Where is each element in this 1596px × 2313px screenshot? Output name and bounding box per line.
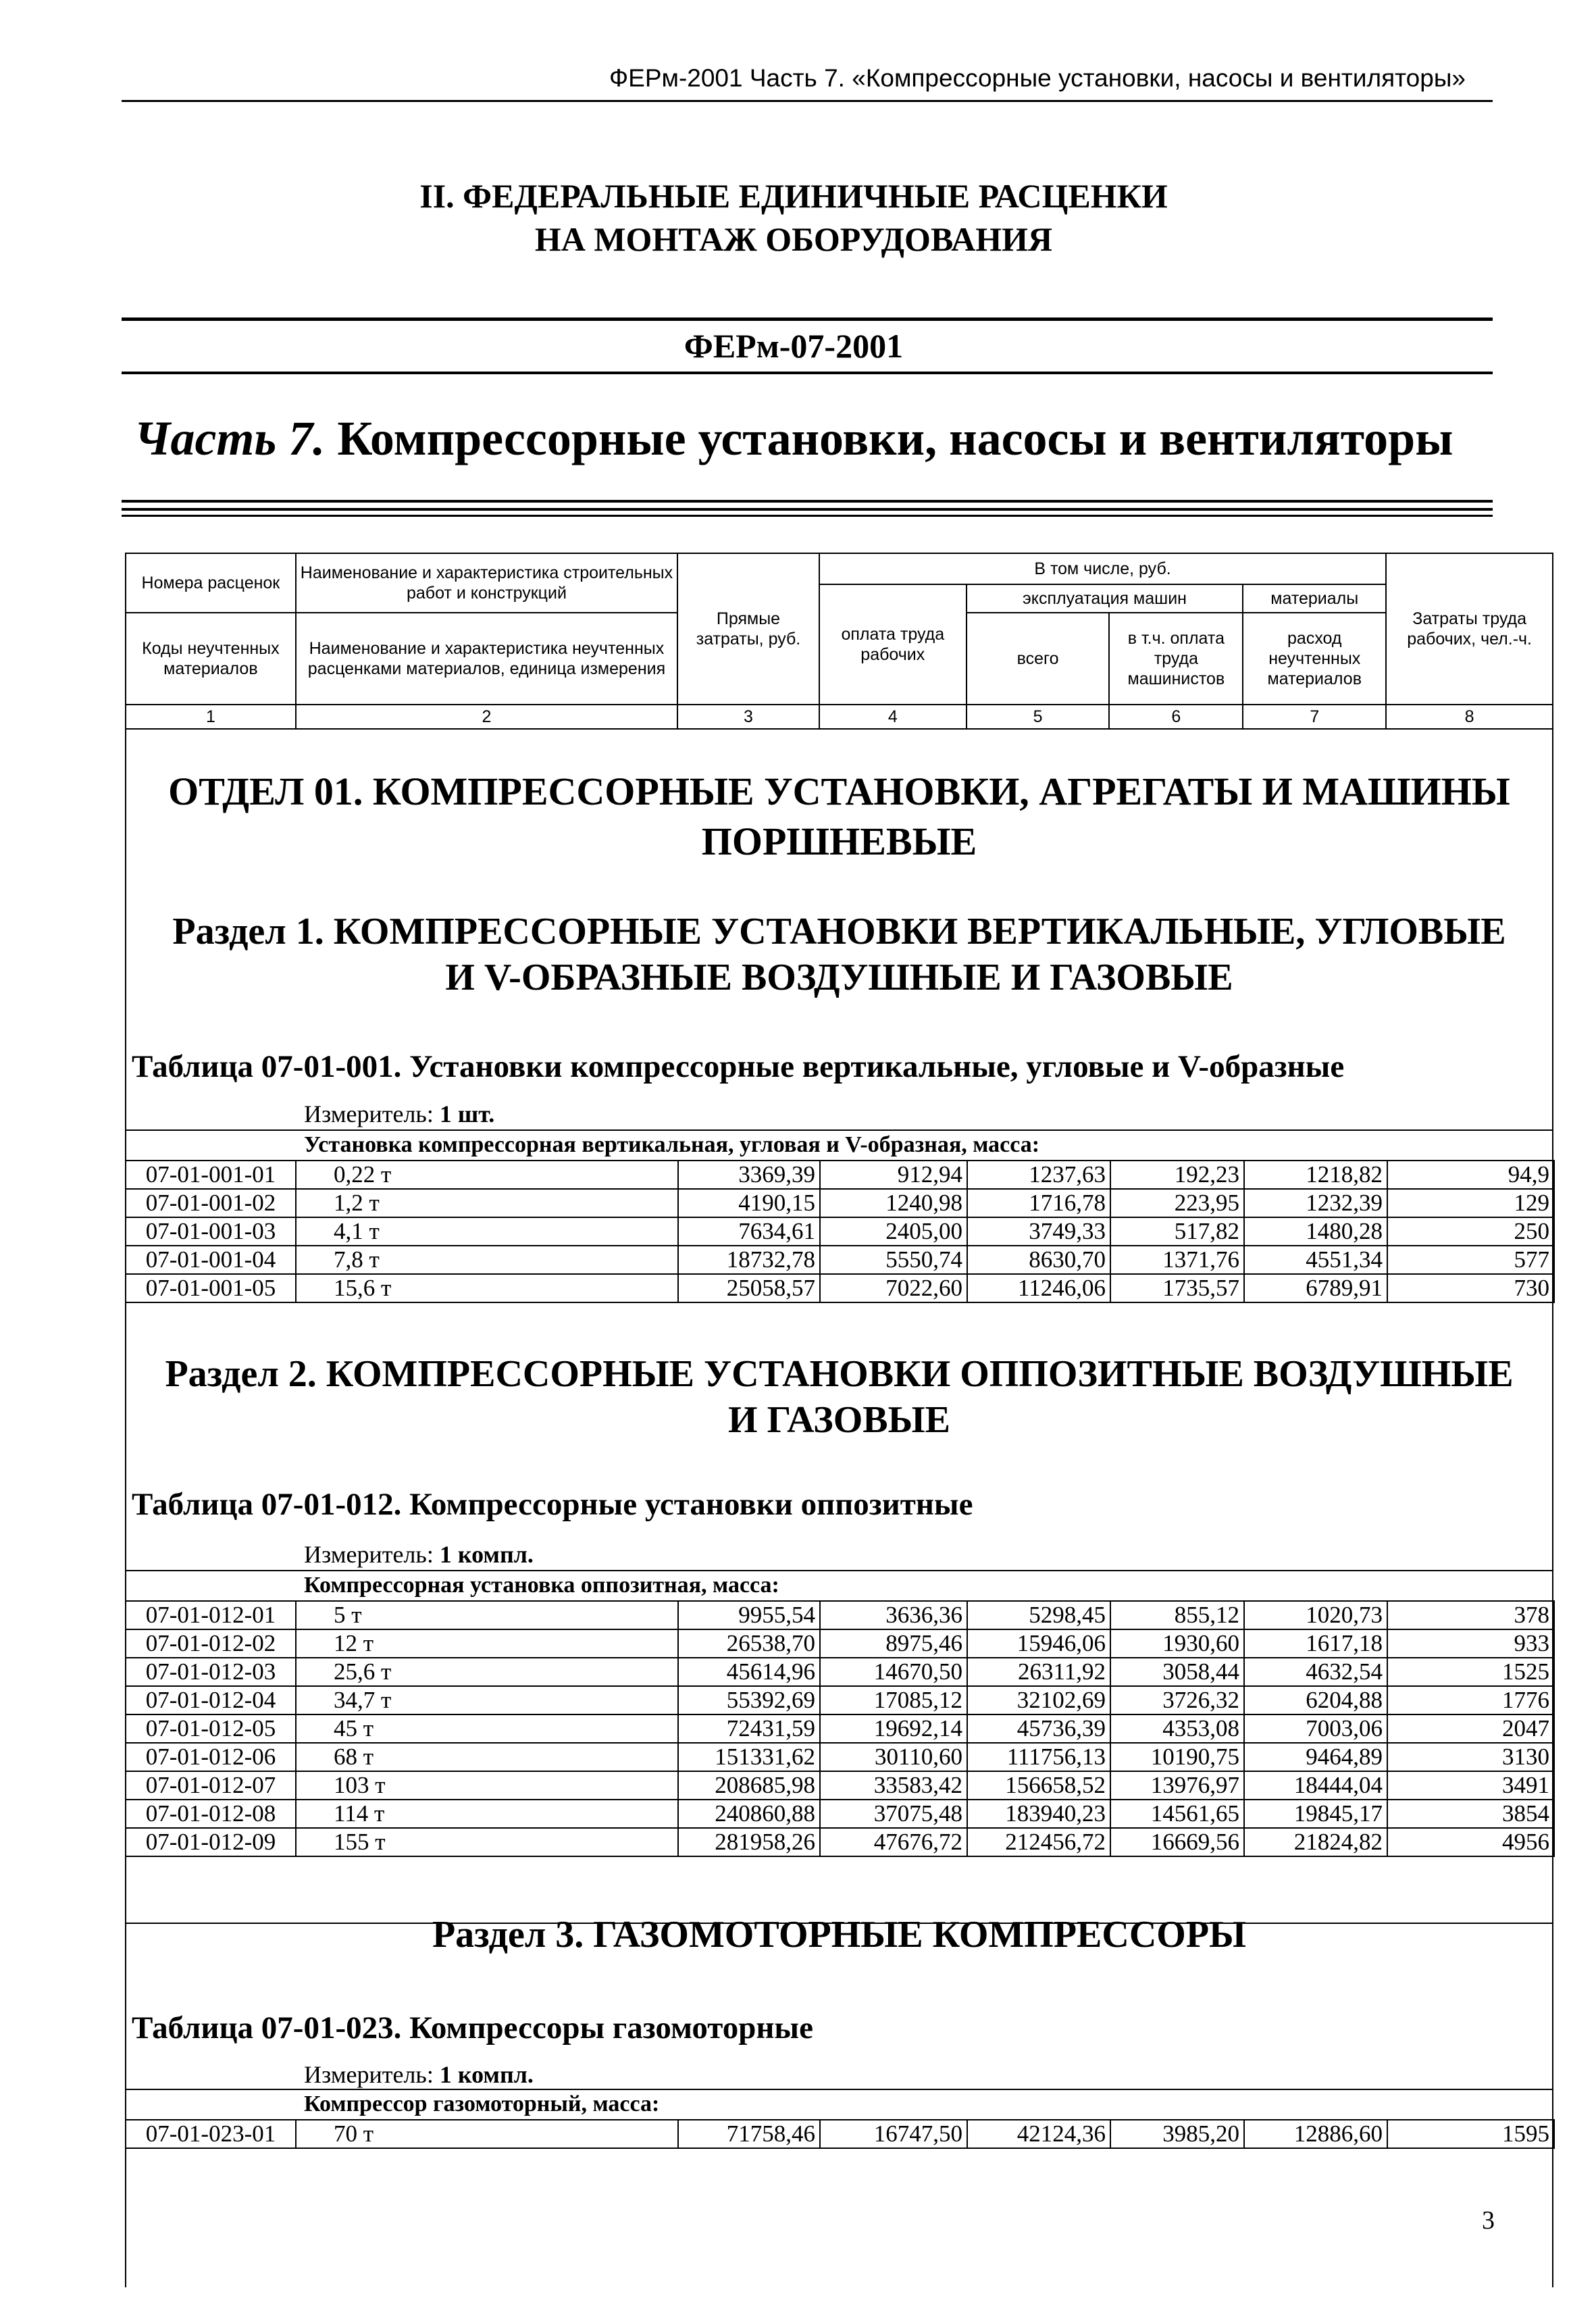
col-direct-cost-header: Прямые затраты, руб.	[677, 553, 819, 705]
mass-cell: 68 т	[296, 1743, 678, 1771]
value-cell: 4190,15	[678, 1189, 820, 1217]
mass-cell: 103 т	[296, 1771, 678, 1800]
value-cell: 14670,50	[820, 1658, 967, 1686]
col-rate-number-header: Номера расценок	[126, 553, 296, 613]
col-number: 2	[296, 705, 677, 729]
part-rule-2	[122, 508, 1493, 511]
rate-code-cell: 07-01-012-02	[126, 1629, 296, 1658]
rate-code-cell: 07-01-012-03	[126, 1658, 296, 1686]
section-heading-line1: II. ФЕДЕРАЛЬНЫЕ ЕДИНИЧНЫЕ РАСЦЕНКИ	[419, 177, 1168, 215]
value-cell: 3636,36	[820, 1601, 967, 1629]
value-cell: 4632,54	[1244, 1658, 1387, 1686]
mass-cell: 45 т	[296, 1714, 678, 1743]
value-cell: 1020,73	[1244, 1601, 1387, 1629]
rate-code-cell: 07-01-012-09	[126, 1828, 296, 1856]
value-cell: 26538,70	[678, 1629, 820, 1658]
value-cell: 7634,61	[678, 1217, 820, 1246]
value-cell: 19845,17	[1244, 1800, 1387, 1828]
section-2-title	[125, 1351, 1553, 1443]
part-title-text: Компрессорные установки, насосы и вентиляторы	[337, 411, 1453, 465]
value-cell: 3985,20	[1110, 2120, 1244, 2148]
value-cell: 15946,06	[967, 1629, 1110, 1658]
department-title-line2: ПОРШНЕВЫЕ	[701, 819, 977, 863]
measure-value: 1 компл.	[439, 1541, 534, 1568]
value-cell: 1525	[1387, 1658, 1554, 1686]
value-cell: 25058,57	[678, 1274, 820, 1302]
value-cell: 1930,60	[1110, 1629, 1244, 1658]
department-title	[125, 767, 1553, 867]
value-cell: 1595	[1387, 2120, 1554, 2148]
table-07-01-001-measure	[304, 1100, 494, 1128]
mass-cell: 25,6 т	[296, 1658, 678, 1686]
table-row	[126, 1217, 1554, 1246]
mass-cell: 114 т	[296, 1800, 678, 1828]
value-cell: 223,95	[1110, 1189, 1244, 1217]
value-cell: 192,23	[1110, 1161, 1244, 1189]
value-cell: 8975,46	[820, 1629, 967, 1658]
rate-code-cell: 07-01-012-01	[126, 1601, 296, 1629]
code-rule-bottom	[122, 372, 1493, 374]
col-machines-header: эксплуатация машин	[967, 584, 1243, 613]
value-cell: 14561,65	[1110, 1800, 1244, 1828]
col-material-codes-header: Коды неучтенных материалов	[126, 613, 296, 705]
department-title-line1: ОТДЕЛ 01. КОМПРЕССОРНЫЕ УСТАНОВКИ, АГРЕГАТЫ И МАШИНЫ	[168, 769, 1510, 813]
value-cell: 1617,18	[1244, 1629, 1387, 1658]
value-cell: 1480,28	[1244, 1217, 1387, 1246]
mass-cell: 0,22 т	[296, 1161, 678, 1189]
column-header-table	[125, 553, 1553, 730]
table-07-01-001	[125, 1160, 1555, 1303]
part-rule-1	[122, 500, 1493, 503]
value-cell: 208685,98	[678, 1771, 820, 1800]
part-rule-3	[122, 515, 1493, 517]
value-cell: 72431,59	[678, 1714, 820, 1743]
value-cell: 156658,52	[967, 1771, 1110, 1800]
value-cell: 16669,56	[1110, 1828, 1244, 1856]
measure-value: 1 шт.	[439, 1100, 495, 1127]
value-cell: 1716,78	[967, 1189, 1110, 1217]
value-cell: 13976,97	[1110, 1771, 1244, 1800]
col-number: 1	[126, 705, 296, 729]
value-cell: 1240,98	[820, 1189, 967, 1217]
rate-code-cell: 07-01-012-08	[126, 1800, 296, 1828]
rate-code-cell: 07-01-001-05	[126, 1274, 296, 1302]
col-worker-pay-header: оплата труда рабочих	[819, 584, 967, 705]
value-cell: 7022,60	[820, 1274, 967, 1302]
table-07-01-012-name: Таблица 07-01-012. Компрессорные установки оппозитные	[132, 1487, 973, 1522]
col-machines-total-header: всего	[967, 613, 1110, 705]
table-row	[126, 1800, 1554, 1828]
section-3-title-line1: Раздел 3. ГАЗОМОТОРНЫЕ КОМПРЕССОРЫ	[432, 1914, 1247, 1956]
value-cell: 94,9	[1387, 1161, 1554, 1189]
table-07-01-023-name: Таблица 07-01-023. Компрессоры газомоторные	[132, 2010, 813, 2045]
col-number: 8	[1386, 705, 1553, 729]
value-cell: 55392,69	[678, 1686, 820, 1714]
section-heading	[122, 174, 1466, 261]
value-cell: 2047	[1387, 1714, 1554, 1743]
measure-value: 1 компл.	[439, 2061, 534, 2088]
rule	[125, 2089, 1553, 2090]
table-row	[126, 1246, 1554, 1274]
value-cell: 18444,04	[1244, 1771, 1387, 1800]
col-number: 6	[1109, 705, 1243, 729]
value-cell: 4551,34	[1244, 1246, 1387, 1274]
value-cell: 4353,08	[1110, 1714, 1244, 1743]
value-cell: 71758,46	[678, 2120, 820, 2148]
value-cell: 17085,12	[820, 1686, 967, 1714]
value-cell: 855,12	[1110, 1601, 1244, 1629]
mass-cell: 5 т	[296, 1601, 678, 1629]
measure-label: Измеритель:	[304, 2061, 434, 2088]
table-row	[126, 2120, 1554, 2148]
value-cell: 8630,70	[967, 1246, 1110, 1274]
value-cell: 7003,06	[1244, 1714, 1387, 1743]
value-cell: 45736,39	[967, 1714, 1110, 1743]
section-2-title-line2: И ГАЗОВЫЕ	[728, 1399, 950, 1441]
value-cell: 212456,72	[967, 1828, 1110, 1856]
rate-code-cell: 07-01-001-01	[126, 1161, 296, 1189]
value-cell: 1237,63	[967, 1161, 1110, 1189]
value-cell: 42124,36	[967, 2120, 1110, 2148]
rate-code-cell: 07-01-012-06	[126, 1743, 296, 1771]
rate-code-cell: 07-01-012-07	[126, 1771, 296, 1800]
mass-cell: 7,8 т	[296, 1246, 678, 1274]
value-cell: 37075,48	[820, 1800, 967, 1828]
col-material-usage-header: расход неучтенных материалов	[1243, 613, 1386, 705]
rate-code-cell: 07-01-023-01	[126, 2120, 296, 2148]
value-cell: 1776	[1387, 1686, 1554, 1714]
value-cell: 129	[1387, 1189, 1554, 1217]
value-cell: 12886,60	[1244, 2120, 1387, 2148]
rule	[125, 1570, 1553, 1571]
header-rule	[122, 100, 1493, 102]
value-cell: 47676,72	[820, 1828, 967, 1856]
rate-code-cell: 07-01-001-04	[126, 1246, 296, 1274]
value-cell: 19692,14	[820, 1714, 967, 1743]
value-cell: 3369,39	[678, 1161, 820, 1189]
value-cell: 250	[1387, 1217, 1554, 1246]
value-cell: 3130	[1387, 1743, 1554, 1771]
value-cell: 9955,54	[678, 1601, 820, 1629]
col-operator-pay-header: в т.ч. оплата труда машинистов	[1109, 613, 1243, 705]
value-cell: 3749,33	[967, 1217, 1110, 1246]
value-cell: 5550,74	[820, 1246, 967, 1274]
value-cell: 3854	[1387, 1800, 1554, 1828]
table-row	[126, 1161, 1554, 1189]
value-cell: 16747,50	[820, 2120, 967, 2148]
table-row	[126, 1274, 1554, 1302]
rate-code-cell: 07-01-012-04	[126, 1686, 296, 1714]
value-cell: 378	[1387, 1601, 1554, 1629]
page-number: 3	[1482, 2206, 1495, 2235]
mass-cell: 34,7 т	[296, 1686, 678, 1714]
table-row	[126, 1686, 1554, 1714]
value-cell: 517,82	[1110, 1217, 1244, 1246]
running-header: ФЕРм-2001 Часть 7. «Компрессорные установки, насосы и вентиляторы»	[609, 64, 1466, 92]
rate-code-cell: 07-01-012-05	[126, 1714, 296, 1743]
part-title-number: Часть 7.	[134, 411, 326, 465]
section-1-title-line1: Раздел 1. КОМПРЕССОРНЫЕ УСТАНОВКИ ВЕРТИКАЛЬНЫЕ, УГЛОВЫЕ	[172, 911, 1506, 952]
table-row	[126, 1714, 1554, 1743]
table-row	[126, 1828, 1554, 1856]
measure-label: Измеритель:	[304, 1541, 434, 1568]
table-07-01-001-group: Установка компрессорная вертикальная, угловая и V-образная, масса:	[304, 1132, 1040, 1157]
value-cell: 1232,39	[1244, 1189, 1387, 1217]
table-07-01-023-group: Компрессор газомоторный, масса:	[304, 2091, 660, 2116]
table-row	[126, 1743, 1554, 1771]
value-cell: 30110,60	[820, 1743, 967, 1771]
col-number: 3	[677, 705, 819, 729]
table-row	[126, 1601, 1554, 1629]
value-cell: 21824,82	[1244, 1828, 1387, 1856]
value-cell: 2405,00	[820, 1217, 967, 1246]
value-cell: 32102,69	[967, 1686, 1110, 1714]
mass-cell: 12 т	[296, 1629, 678, 1658]
value-cell: 9464,89	[1244, 1743, 1387, 1771]
value-cell: 11246,06	[967, 1274, 1110, 1302]
value-cell: 730	[1387, 1274, 1554, 1302]
col-group-header: В том числе, руб.	[819, 553, 1386, 584]
col-number: 4	[819, 705, 967, 729]
table-07-01-001-name: Таблица 07-01-001. Установки компрессорные вертикальные, угловые и V-образные	[132, 1049, 1345, 1084]
value-cell: 1371,76	[1110, 1246, 1244, 1274]
value-cell: 5298,45	[967, 1601, 1110, 1629]
table-07-01-012-measure	[304, 1540, 534, 1569]
value-cell: 4956	[1387, 1828, 1554, 1856]
value-cell: 933	[1387, 1629, 1554, 1658]
rule	[125, 1129, 1553, 1131]
table-07-01-012-group: Компрессорная установка оппозитная, масса:	[304, 1573, 779, 1598]
value-cell: 183940,23	[967, 1800, 1110, 1828]
value-cell: 18732,78	[678, 1246, 820, 1274]
code-rule-top	[122, 317, 1493, 321]
value-cell: 45614,96	[678, 1658, 820, 1686]
col-work-name-header: Наименование и характеристика строительных работ и конструкций	[296, 553, 677, 613]
section-3-title	[125, 1912, 1553, 1958]
col-material-names-header: Наименование и характеристика неучтенных расценками материалов, единица измерения	[296, 613, 677, 705]
table-07-01-012	[125, 1600, 1555, 1857]
table-row	[126, 1189, 1554, 1217]
value-cell: 3491	[1387, 1771, 1554, 1800]
value-cell: 10190,75	[1110, 1743, 1244, 1771]
mass-cell: 70 т	[296, 2120, 678, 2148]
value-cell: 111756,13	[967, 1743, 1110, 1771]
value-cell: 1218,82	[1244, 1161, 1387, 1189]
mass-cell: 155 т	[296, 1828, 678, 1856]
value-cell: 1735,57	[1110, 1274, 1244, 1302]
value-cell: 3058,44	[1110, 1658, 1244, 1686]
value-cell: 912,94	[820, 1161, 967, 1189]
value-cell: 281958,26	[678, 1828, 820, 1856]
table-07-01-023-measure	[304, 2060, 534, 2089]
col-number: 7	[1243, 705, 1386, 729]
col-labor-hours-header: Затраты труда рабочих, чел.-ч.	[1386, 553, 1553, 705]
value-cell: 577	[1387, 1246, 1554, 1274]
col-number: 5	[967, 705, 1110, 729]
part-title	[122, 411, 1466, 467]
value-cell: 240860,88	[678, 1800, 820, 1828]
table-row	[126, 1629, 1554, 1658]
code-title: ФЕРм-07-2001	[684, 327, 904, 365]
mass-cell: 1,2 т	[296, 1189, 678, 1217]
rate-code-cell: 07-01-001-03	[126, 1217, 296, 1246]
table-row	[126, 1771, 1554, 1800]
section-heading-line2: НА МОНТАЖ ОБОРУДОВАНИЯ	[534, 220, 1053, 258]
section-1-title	[125, 909, 1553, 1000]
section-2-title-line1: Раздел 2. КОМПРЕССОРНЫЕ УСТАНОВКИ ОППОЗИТНЫЕ ВОЗДУШНЫЕ	[165, 1353, 1514, 1395]
measure-label: Измеритель:	[304, 1100, 434, 1127]
rate-code-cell: 07-01-001-02	[126, 1189, 296, 1217]
value-cell: 6789,91	[1244, 1274, 1387, 1302]
value-cell: 151331,62	[678, 1743, 820, 1771]
value-cell: 3726,32	[1110, 1686, 1244, 1714]
col-materials-header: материалы	[1243, 584, 1386, 613]
value-cell: 6204,88	[1244, 1686, 1387, 1714]
value-cell: 26311,92	[967, 1658, 1110, 1686]
table-07-01-023	[125, 2119, 1555, 2149]
mass-cell: 4,1 т	[296, 1217, 678, 1246]
mass-cell: 15,6 т	[296, 1274, 678, 1302]
value-cell: 33583,42	[820, 1771, 967, 1800]
section-1-title-line2: И V-ОБРАЗНЫЕ ВОЗДУШНЫЕ И ГАЗОВЫЕ	[445, 957, 1233, 998]
table-row	[126, 1658, 1554, 1686]
